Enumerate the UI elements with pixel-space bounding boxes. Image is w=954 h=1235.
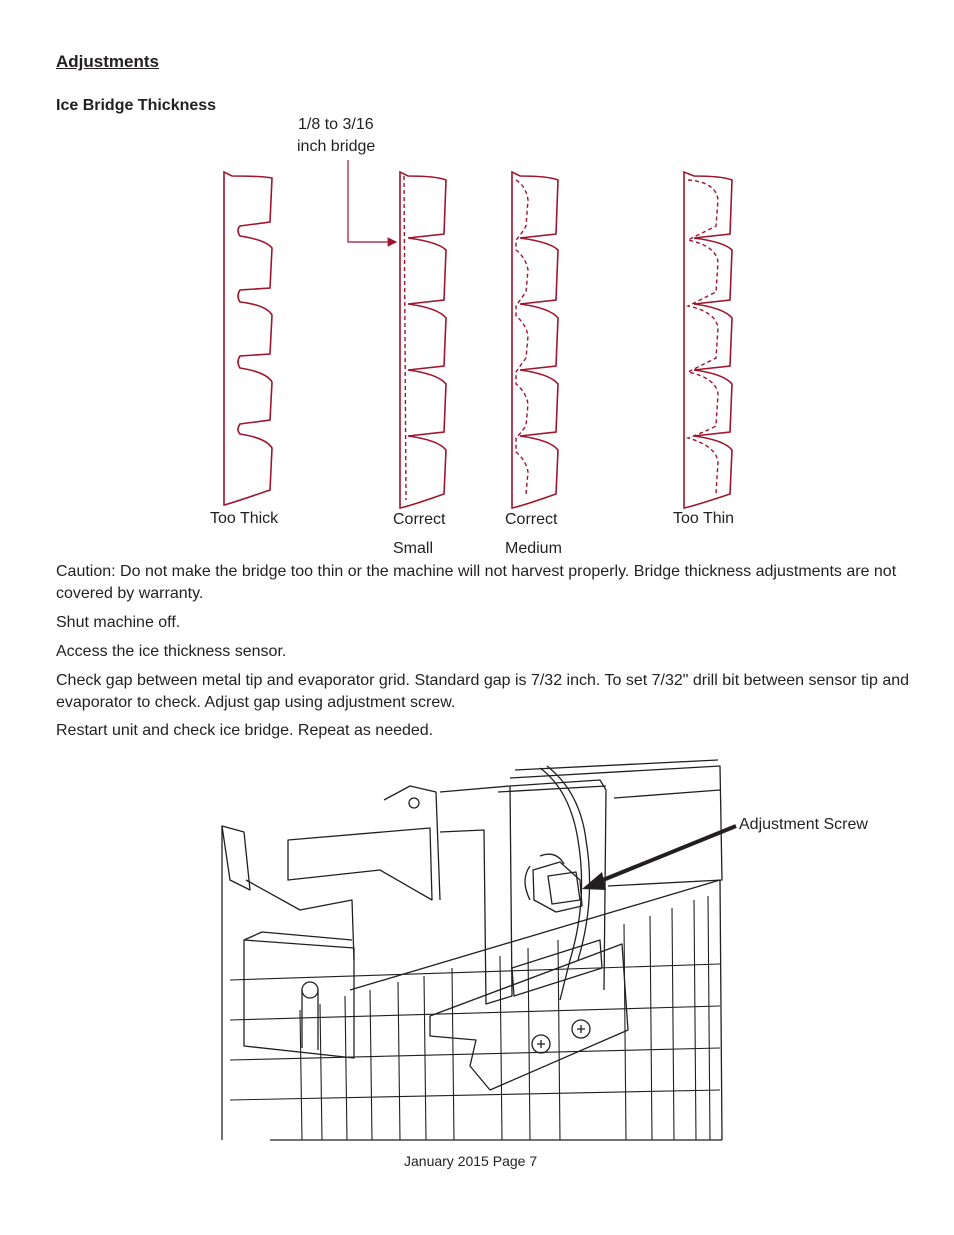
- step-restart: Restart unit and check ice bridge. Repeat as needed.: [56, 722, 434, 739]
- label-too-thick: Too Thick: [210, 510, 279, 527]
- step-shut-off: Shut machine off.: [56, 614, 181, 631]
- label-too-thin: Too Thin: [673, 510, 735, 527]
- sublabel-medium: Medium: [505, 540, 562, 557]
- label-correct-small: Correct: [393, 511, 446, 528]
- too-thick-diagram: [224, 172, 272, 505]
- section-title: Adjustments: [56, 52, 159, 71]
- too-thin-diagram: [684, 172, 732, 508]
- step-check-gap: Check gap between metal tip and evaporator grid. Standard gap is 7/32 inch. To set 7/32" drill bit between sensor tip and evaporator to check. Adjust gap using adjustment screw.: [56, 672, 910, 711]
- adjustment-screw-label: Adjustment Screw: [739, 816, 868, 833]
- sublabel-small: Small: [393, 540, 434, 557]
- correct-small-diagram: [400, 172, 446, 508]
- subsection-title: Ice Bridge Thickness: [56, 97, 217, 114]
- page-footer: January 2015 Page 7: [404, 1153, 538, 1169]
- callout-line2: inch bridge: [297, 138, 376, 155]
- caution-paragraph: Caution: Do not make the bridge too thin or the machine will not harvest properly. Bridge thickness adjustments are not covered by warranty.: [56, 563, 897, 602]
- ice-bridge-diagram: [0, 0, 954, 560]
- correct-medium-diagram: [512, 172, 558, 508]
- label-correct-medium: Correct: [505, 511, 558, 528]
- callout-line1: 1/8 to 3/16: [298, 116, 374, 133]
- step-access-sensor: Access the ice thickness sensor.: [56, 643, 287, 660]
